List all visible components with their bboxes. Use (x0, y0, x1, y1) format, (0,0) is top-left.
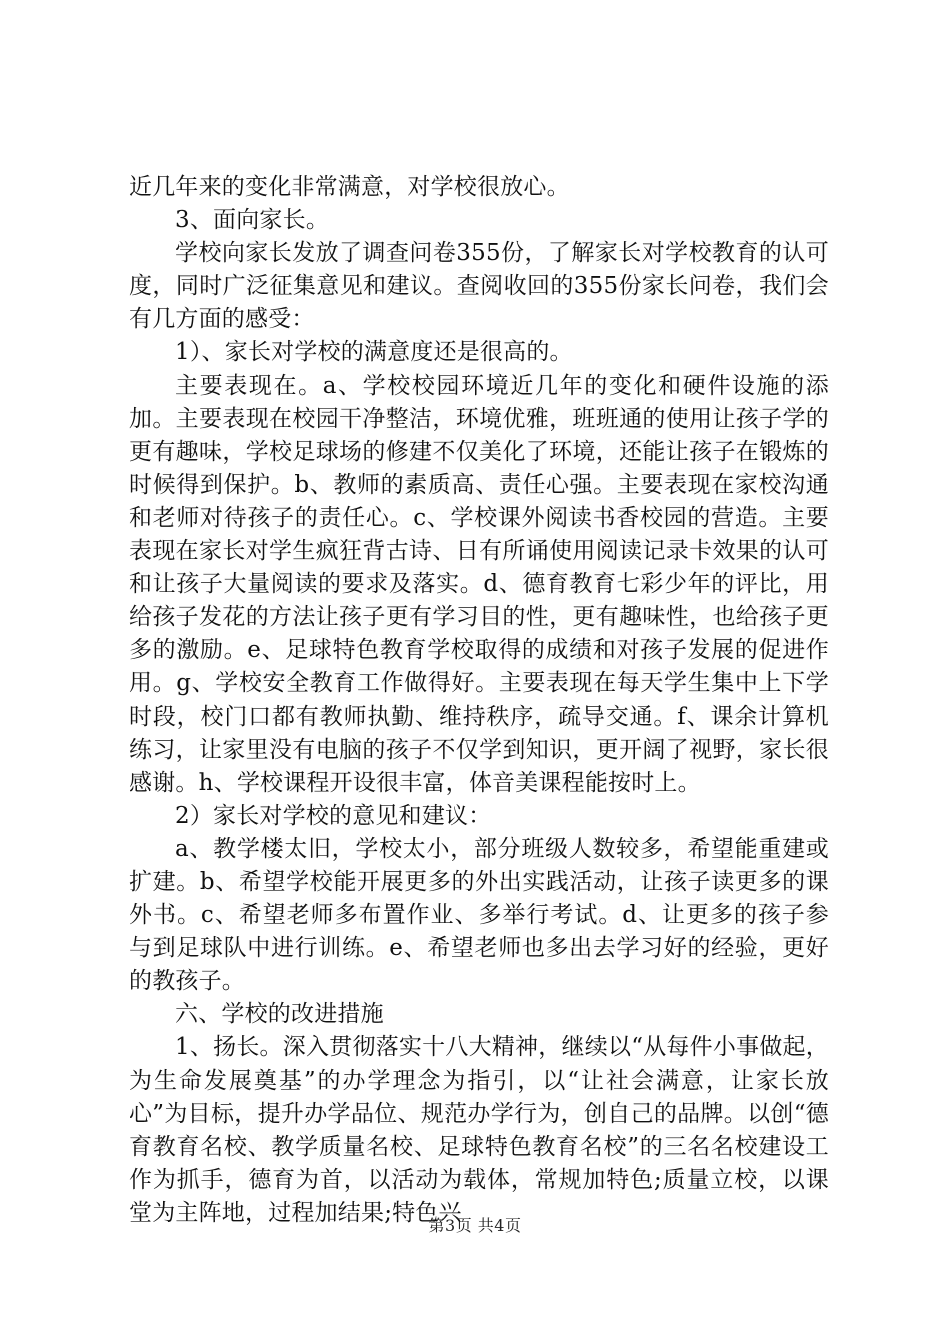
paragraph-questionnaire: 学校向家长发放了调查问卷355份，了解家长对学校教育的认可度，同时广泛征集意见和建议。查阅收回的355份家长问卷，我们会有几方面的感受： (129, 240, 829, 333)
subheading-satisfaction: 1）、家长对学校的满意度还是很高的。 (175, 339, 573, 366)
paragraph-suggestions-details: a、教学楼太旧，学校太小，部分班级人数较多，希望能重建或扩建。b、希望学校能开展更多的外出实践活动，让孩子读更多的课外书。c、希望老师多布置作业、多举行考试。d、让更多的孩子参与到足球队中进行训练。e、希望老师也多出去学习好的经验，更好的教孩子。 (129, 835, 829, 995)
section-heading-parents: 3、面向家长。 (175, 207, 330, 234)
paragraph-continuation: 近几年来的变化非常满意，对学校很放心。 (129, 174, 570, 200)
subheading-suggestions: 2）家长对学校的意见和建议： (175, 802, 492, 829)
section-heading-improvements: 六、学校的改进措施 (175, 1001, 384, 1028)
document-body (129, 171, 829, 1230)
paragraph-satisfaction-details: 主要表现在。a、学校校园环境近几年的变化和硬件设施的添加。主要表现在校园干净整洁，环境优雅，班班通的使用让孩子学的更有趣味，学校足球场的修建不仅美化了环境，还能让孩子在锻炼的时候得到保护。b、教师的素质高、责任心强。主要表现在家校沟通和老师对待孩子的责任心。c、学校课外阅读书香校园的营造。主要表现在家长对学生疯狂背古诗、日有所诵使用阅读记录卡效果的认可和让孩子大量阅读的要求及落实。d、德育教育七彩少年的评比，用给孩子发花的方法让孩子更有学习目的性，更有趣味性，也给孩子更多的激励。e、足球特色教育学校取得的成绩和对孩子发展的促进作用。g、学校安全教育工作做得好。主要表现在每天学生集中上下学时段，校门口都有教师执勤、维持秩序，疏导交通。f、课余计算机练习，让家里没有电脑的孩子不仅学到知识，更开阔了视野，家长很感谢。h、学校课程开设很丰富，体音美课程能按时上。 (129, 372, 829, 796)
page-number-footer: 第3页 共4页 (428, 1216, 522, 1235)
paragraph-improvements: 1、扬长。深入贯彻落实十八大精神，继续以“从每件小事做起，为生命发展奠基”的办学理念为指引，以“让社会满意，让家长放心”为目标，提升办学品位、规范办学行为，创自己的品牌。以创“德育教育名校、教学质量名校、足球特色教育名校”的三名名校建设工作为抓手，德育为首，以活动为载体，常规加特色;质量立校，以课堂为主阵地，过程加结果;特色兴 (129, 1034, 829, 1226)
